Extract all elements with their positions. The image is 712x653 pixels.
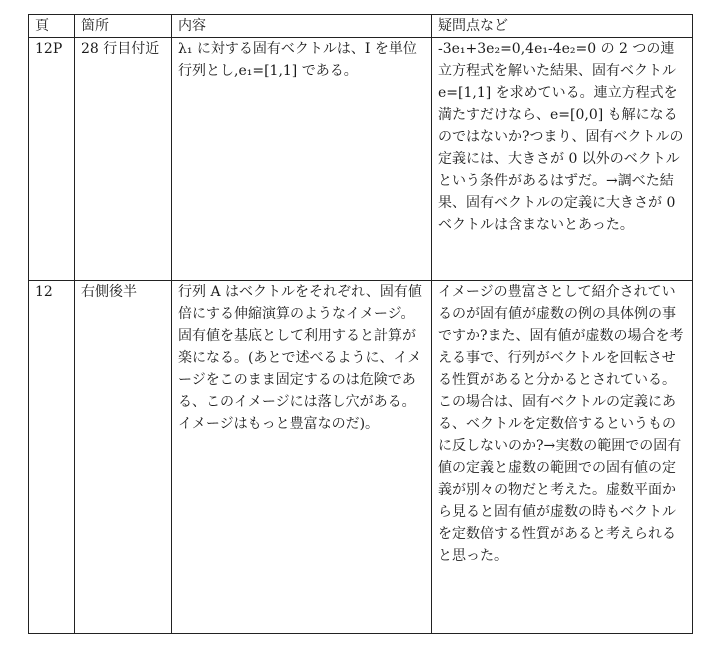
row-location: 28 行目付近 xyxy=(75,38,172,281)
row-content: 行列 A はベクトルをそれぞれ、固有値倍にする伸縮演算のようなイメージ。固有値を基底として利用すると計算が楽になる。(あとで述べるように、イメージをこのまま固定するのは危険である、このイメージには落し穴がある。イメージはもっと豊富なのだ)。 xyxy=(172,281,432,634)
row-question: -3e₁+3e₂=0,4e₁-4e₂=0 の 2 つの連立方程式を解いた結果、固有ベクトル e=[1,1] を求めている。連立方程式を満たすだけなら、e=[0,0] も解になるのではないか?つまり、固有ベクトルの定義には、大きさが 0 以外のベクトルという条件があるはずだ。→調べた結果、固有ベクトルの定義に大きさが 0 ベクトルは含まないとあった。 xyxy=(432,38,693,281)
header-location: 箇所 xyxy=(75,15,172,38)
row-page: 12 xyxy=(29,281,75,634)
document-page xyxy=(28,14,692,634)
table-header-row xyxy=(29,15,693,38)
header-page: 頁 xyxy=(29,15,75,38)
row-location: 右側後半 xyxy=(75,281,172,634)
row-content: λ₁ に対する固有ベクトルは、I を単位行列とし,e₁=[1,1] である。 xyxy=(172,38,432,281)
row-page: 12P xyxy=(29,38,75,281)
reading-notes-table xyxy=(28,14,693,634)
header-content: 内容 xyxy=(172,15,432,38)
header-question: 疑問点など xyxy=(432,15,693,38)
table-row xyxy=(29,281,693,634)
row-question: イメージの豊富さとして紹介されているのが固有値が虚数の例の具体例の事ですか?また、固有値が虚数の場合を考える事で、行列がベクトルを回転させる性質があると分かるとされている。この場合は、固有ベクトルの定義にある、ベクトルを定数倍するというものに反しないのか?→実数の範囲での固有値の定義と虚数の範囲での固有値の定義が別々の物だと考えた。虚数平面から見ると固有値が虚数の時もベクトルを定数倍する性質があると考えられると思った。 xyxy=(432,281,693,634)
table-row xyxy=(29,38,693,281)
